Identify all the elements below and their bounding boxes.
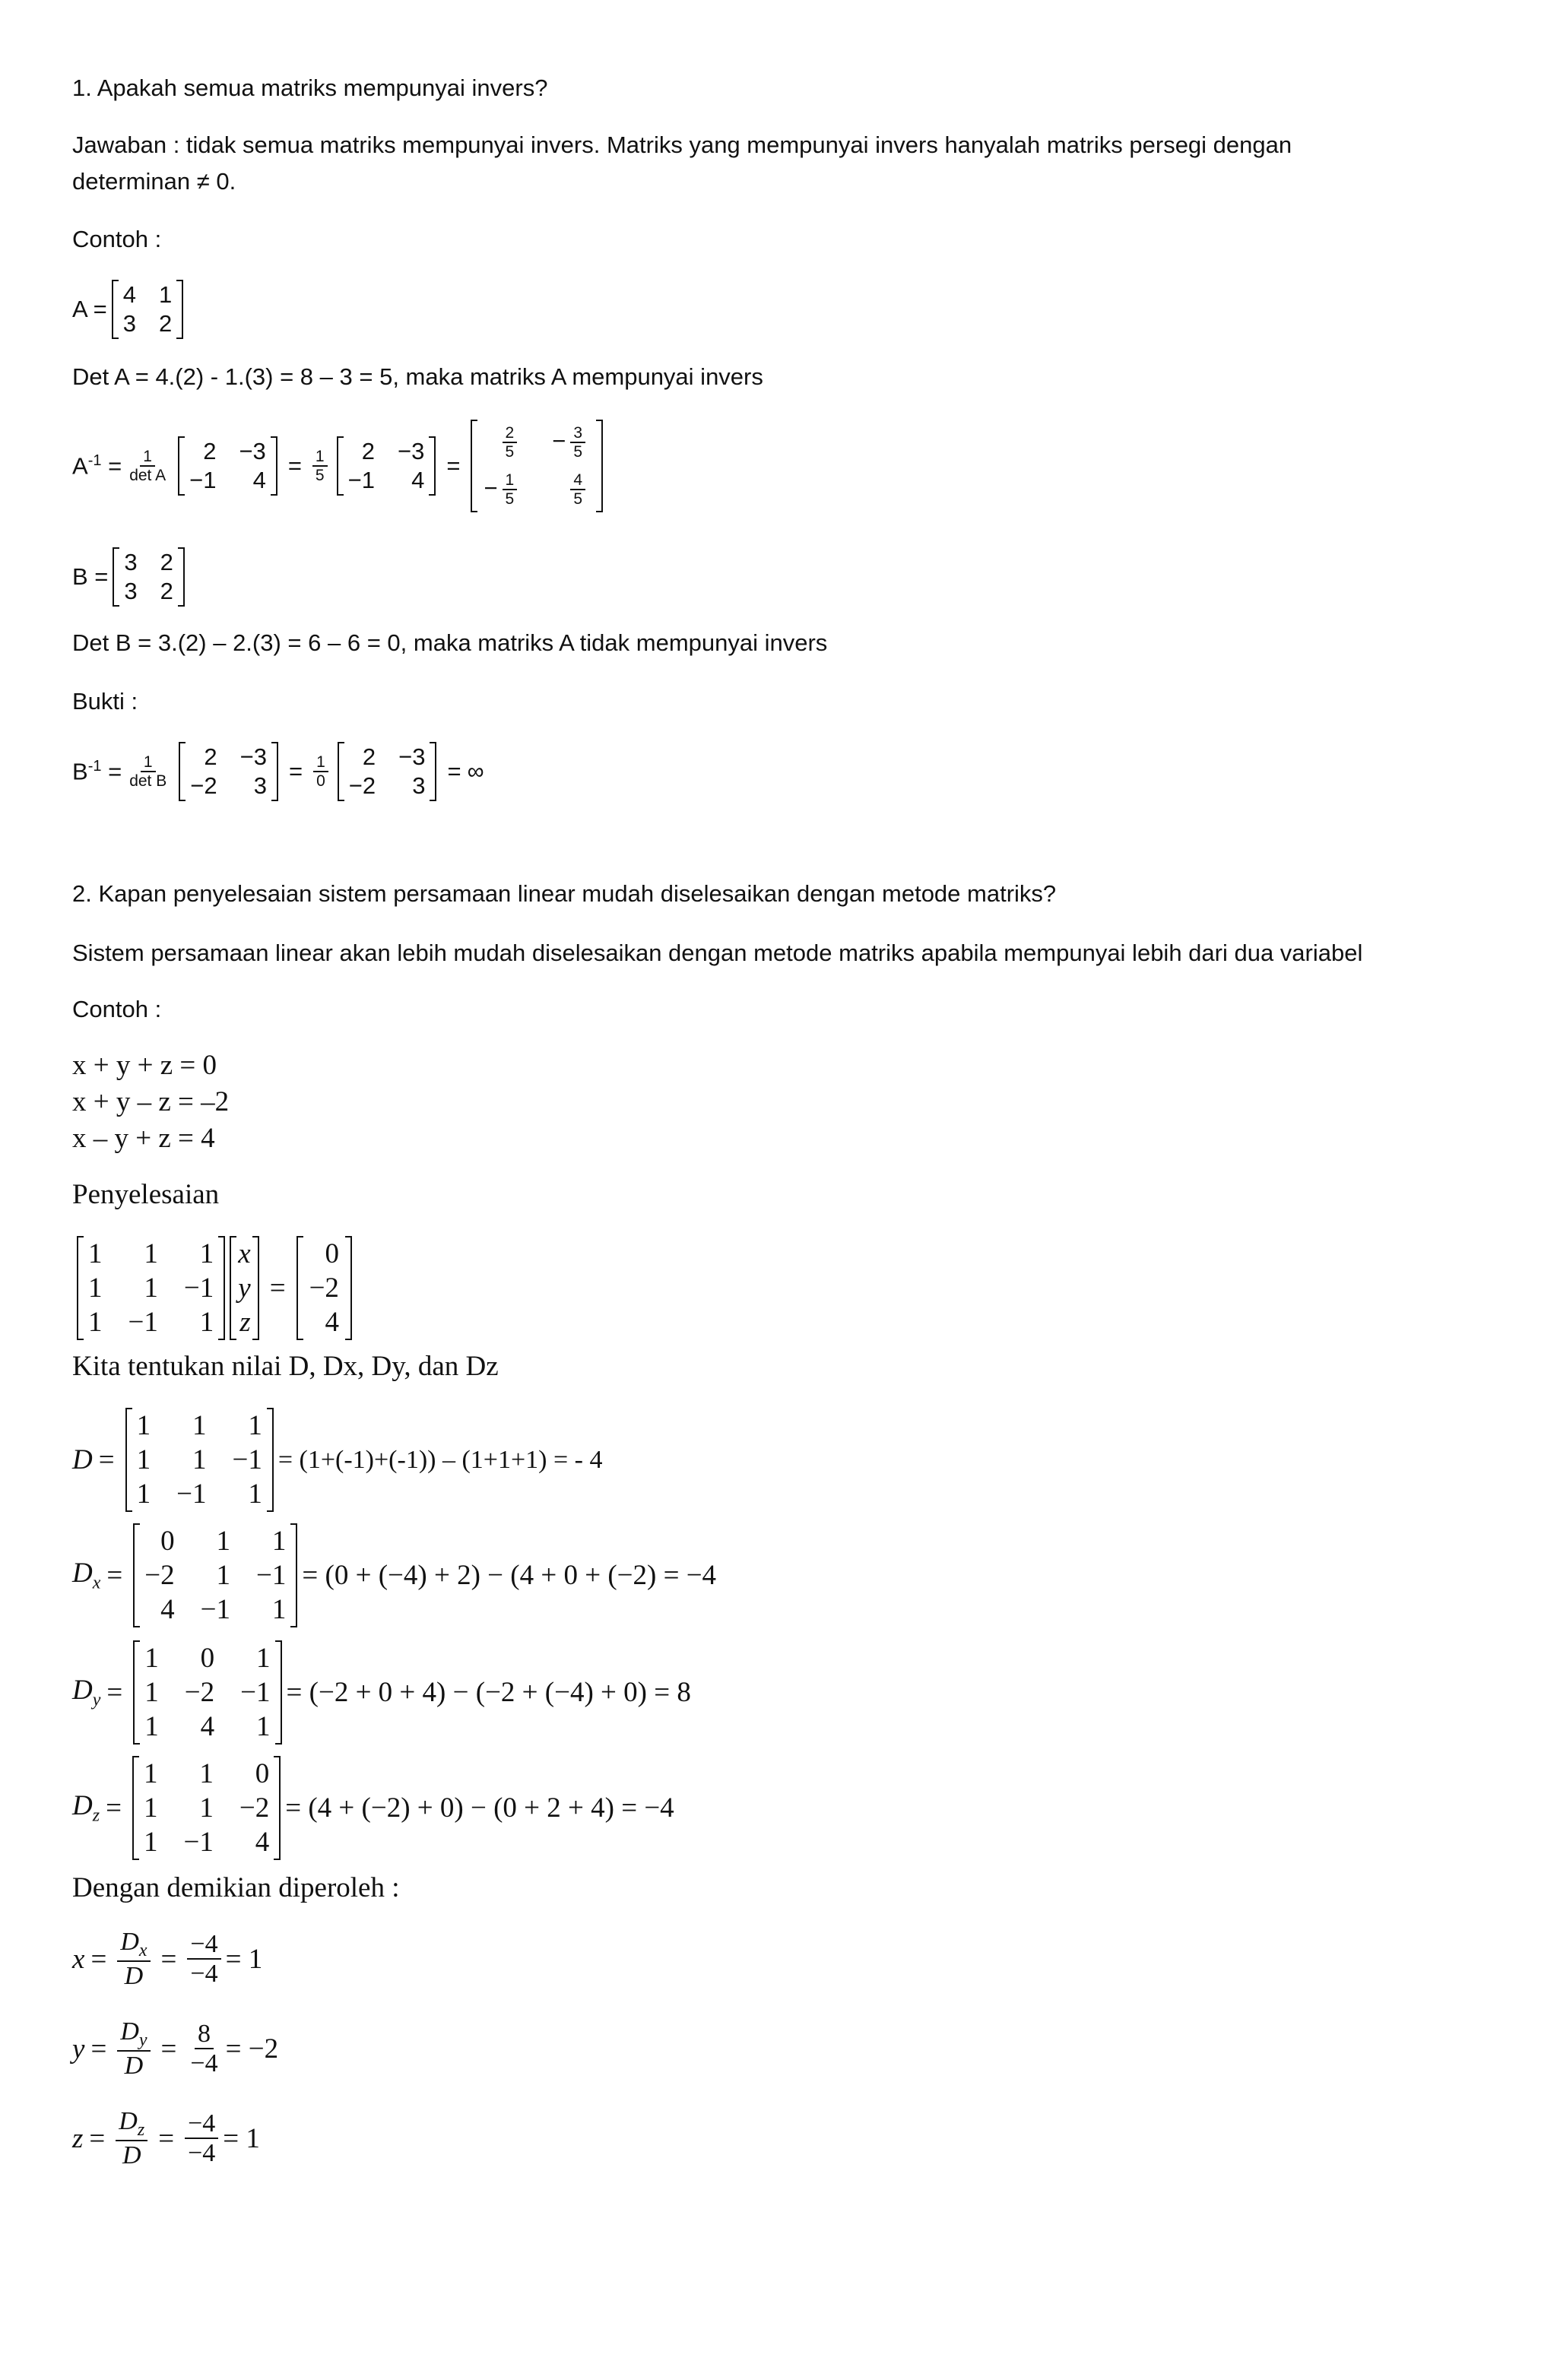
adjoint-b-matrix-repeat: 2 −3 −2 3 <box>338 742 437 801</box>
det-a-text: Det A = 4.(2) - 1.(3) = 8 – 3 = 5, maka matriks A mempunyai invers <box>72 363 763 390</box>
answer-2-text: Sistem persamaan linear akan lebih mudah diselesaikan dengan metode matriks apabila mempunyai lebih dari dua variabel <box>72 940 1363 966</box>
solution-label: Penyelesaian <box>72 1179 220 1210</box>
example-label-1: Contoh : <box>72 226 162 252</box>
y-result: = −2 <box>225 2033 279 2065</box>
question-1-title: 1. Apakah semua matriks mempunyai invers? <box>72 74 548 101</box>
equation-3: x – y + z = 4 <box>72 1123 215 1154</box>
determinant-dy: $D_y$ = 1 0 1 1 −2 −1 1 4 1 = (−2 + 0 + 4) − (−2 + (−4) + 0) = 8 <box>72 1640 691 1745</box>
d-matrix: 1 1 1 1 1 −1 1 −1 1 <box>125 1408 274 1512</box>
dy-result: = (−2 + 0 + 4) − (−2 + (−4) + 0) = 8 <box>286 1677 691 1708</box>
proof-label: Bukti : <box>72 688 138 715</box>
inverse-b-equation: $B^{-1}$ = $\frac{1}{\text{det B}}$ 2 −3 −2 3 = $\frac{1}{0}$ 2 −3 −2 3 = ∞ <box>72 742 484 801</box>
one-fifth-fraction: $\frac{1}{5}$ <box>312 448 328 484</box>
one-over-det-b: $\frac{1}{\text{det B}}$ <box>129 753 167 790</box>
therefore-text: Dengan demikian diperoleh : <box>72 1872 400 1903</box>
matrix-a-equation <box>72 280 188 339</box>
z-solution: z = $\frac{D_z}{D}$ = $\frac{-4}{-4}$ = 1 <box>72 2107 260 2170</box>
coefficient-matrix: 1 1 1 1 1 −1 1 −1 1 <box>77 1236 225 1340</box>
example-label-2: Contoh : <box>72 996 162 1022</box>
dy-matrix: 1 0 1 1 −2 −1 1 4 1 <box>133 1640 281 1745</box>
dx-matrix: 0 1 1 −2 1 −1 4 −1 1 <box>133 1523 297 1627</box>
inverse-a-label: $A^{-1}$ = <box>72 452 122 480</box>
one-over-zero-fraction: $\frac{1}{0}$ <box>313 753 328 790</box>
dz-matrix: 1 1 0 1 1 −2 1 −1 4 <box>132 1756 281 1860</box>
equation-1: x + y + z = 0 <box>72 1050 217 1081</box>
y-solution: y = $\frac{D_y}{D}$ = $\frac{8}{-4}$ = −2 <box>72 2017 279 2081</box>
dz-result: = (4 + (−2) + 0) − (0 + 2 + 4) = −4 <box>285 1792 674 1824</box>
one-over-det-a: $\frac{1}{\text{det A}}$ <box>129 448 166 485</box>
matrix-equation: 1 1 1 1 1 −1 1 −1 1 x y z = 0 −2 4 <box>72 1236 357 1340</box>
matrix-b: 3 2 3 2 <box>113 547 185 607</box>
determine-text: Kita tentukan nilai D, Dx, Dy, dan Dz <box>72 1351 499 1382</box>
adjoint-a-matrix-repeat: 2 −3 −1 4 <box>337 436 436 496</box>
answer-1-line-1: Jawaban : tidak semua matriks mempunyai invers. Matriks yang mempunyai invers hanyalah matriks persegi dengan <box>72 132 1292 158</box>
determinant-dz: $D_z$ = 1 1 0 1 1 −2 1 −1 4 = (4 + (−2) + 0) − (0 + 2 + 4) = −4 <box>72 1756 674 1860</box>
x-solution: x = $\frac{D_x}{D}$ = $\frac{-4}{-4}$ = 1 <box>72 1928 263 1991</box>
inverse-a-equation: $A^{-1}$ = $\frac{1}{\text{det A}}$ 2 −3 −1 4 = $\frac{1}{5}$ 2 −3 −1 4 = $\frac{2}{5}$ − $\frac{3}{5}$ − $\frac{1}{5}$ $\frac{4}{5}$ <box>72 420 607 512</box>
adjoint-a-matrix: 2 −3 −1 4 <box>178 436 277 496</box>
z-result: = 1 <box>223 2122 260 2154</box>
infinity-symbol: ∞ <box>467 758 484 784</box>
determinant-dx: $D_x$ = 0 1 1 −2 1 −1 4 −1 1 = (0 + (−4) + 2) − (4 + 0 + (−2) = −4 <box>72 1523 716 1627</box>
dx-result: = (0 + (−4) + 2) − (4 + 0 + (−2) = −4 <box>302 1560 717 1591</box>
question-2-title: 2. Kapan penyelesaian sistem persamaan linear mudah diselesaikan dengan metode matriks? <box>72 880 1057 907</box>
matrix-b-label: B = <box>72 563 109 590</box>
answer-1-line-2: determinan ≠ 0. <box>72 168 236 195</box>
det-b-text: Det B = 3.(2) – 2.(3) = 6 – 6 = 0, maka matriks A tidak mempunyai invers <box>72 629 828 656</box>
matrix-a-label: A = <box>72 296 107 322</box>
constant-vector: 0 −2 4 <box>296 1236 352 1340</box>
inverse-a-result-matrix: $\frac{2}{5}$ − $\frac{3}{5}$ − $\frac{1}{5}$ $\frac{4}{5}$ <box>471 420 603 512</box>
d-result: = (1+(-1)+(-1)) – (1+1+1) = - 4 <box>277 1445 603 1474</box>
x-result: = 1 <box>225 1943 263 1975</box>
matrix-a: 4 1 3 2 <box>112 280 184 339</box>
matrix-b-equation <box>72 547 189 607</box>
inverse-b-label: $B^{-1}$ = <box>72 757 122 785</box>
determinant-d: D = 1 1 1 1 1 −1 1 −1 1 = (1+(-1)+(-1)) – (1+1+1) = - 4 <box>72 1408 602 1512</box>
adjoint-b-matrix: 2 −3 −2 3 <box>179 742 278 801</box>
equation-2: x + y – z = –2 <box>72 1086 230 1117</box>
variable-vector: x y z <box>230 1236 258 1340</box>
